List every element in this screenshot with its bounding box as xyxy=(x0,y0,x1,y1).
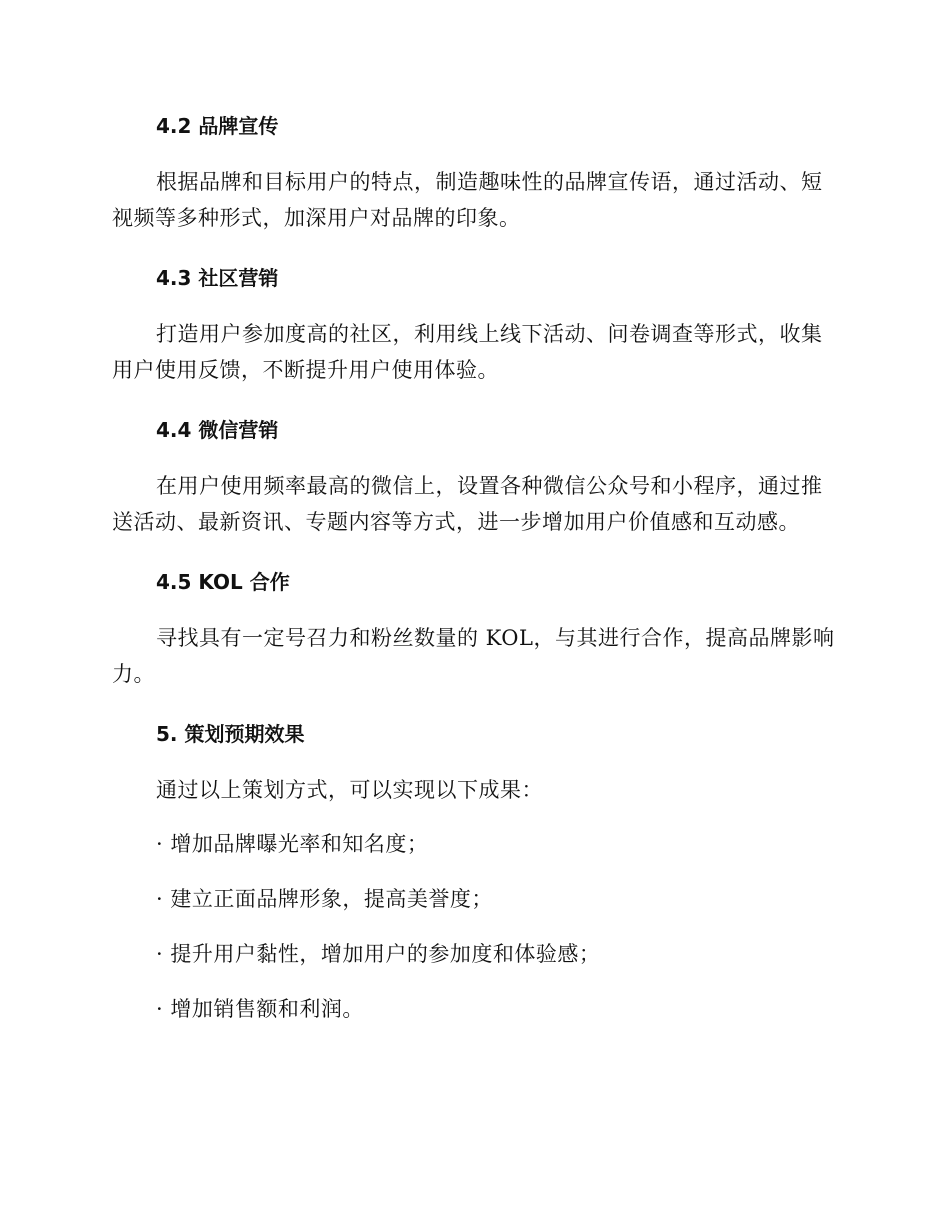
section-heading: 4.3 社区营销 xyxy=(156,266,279,290)
section-paragraph: 在用户使用频率最高的微信上，设置各种微信公众号和小程序，通过推送活动、最新资讯、专题内容等方式，进一步增加用户价值感和互动感。 xyxy=(112,474,823,534)
section-heading: 5. 策划预期效果 xyxy=(156,722,305,746)
section-paragraph: 通过以上策划方式，可以实现以下成果： xyxy=(156,778,543,802)
result-list-item: · 提升用户黏性，增加用户的参加度和体验感； xyxy=(156,942,601,966)
result-list-item: · 增加品牌曝光率和知名度； xyxy=(156,832,429,856)
section-paragraph: 寻找具有一定号召力和粉丝数量的 KOL，与其进行合作，提高品牌影响力。 xyxy=(112,626,835,686)
section-paragraph: 根据品牌和目标用户的特点，制造趣味性的品牌宣传语，通过活动、短视频等多种形式，加深用户对品牌的印象。 xyxy=(112,170,823,230)
result-list-item: · 建立正面品牌形象，提高美誉度； xyxy=(156,887,493,911)
section-heading: 4.5 KOL 合作 xyxy=(156,570,290,594)
section-paragraph: 打造用户参加度高的社区，利用线上线下活动、问卷调查等形式，收集用户使用反馈，不断提升用户使用体验。 xyxy=(112,322,823,382)
section-heading: 4.2 品牌宣传 xyxy=(156,114,279,138)
result-list-item: · 增加销售额和利润。 xyxy=(156,997,364,1021)
section-heading: 4.4 微信营销 xyxy=(156,418,279,442)
